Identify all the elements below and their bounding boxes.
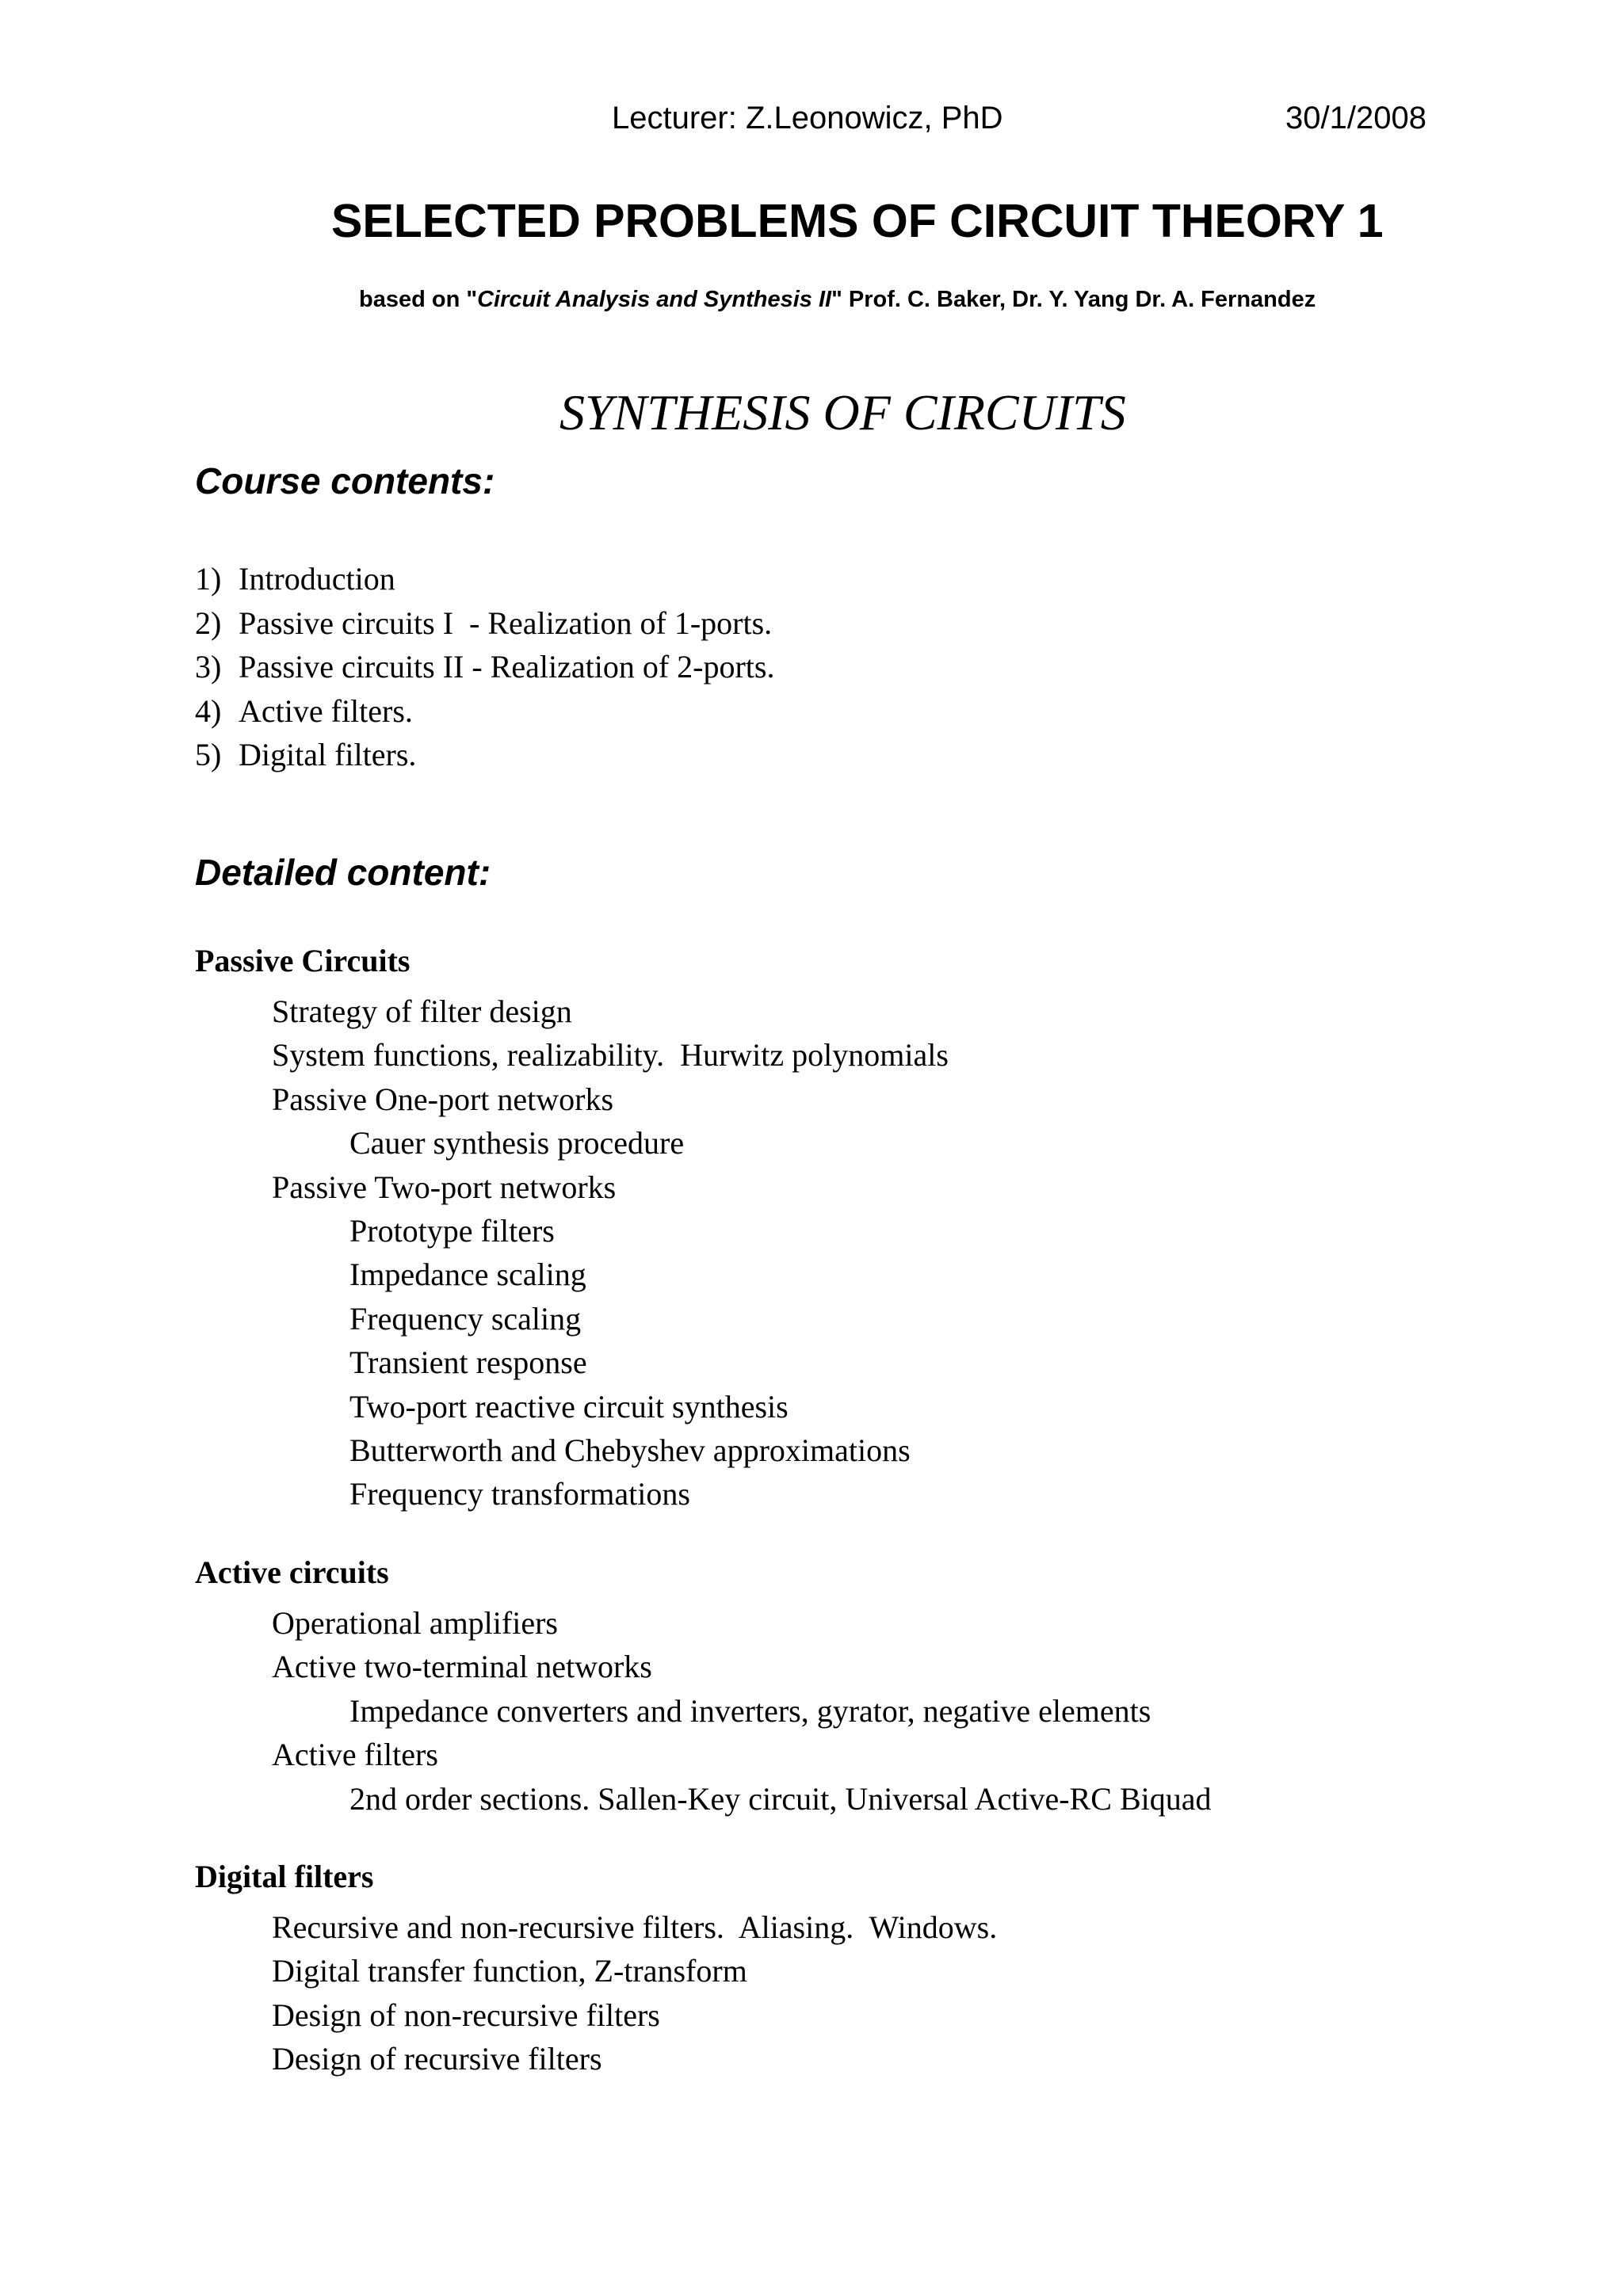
- item-text: Passive circuits II - Realization of 2-ports.: [239, 649, 775, 685]
- passive-circuits-title: Passive Circuits: [195, 943, 411, 978]
- list-item: [195, 733, 774, 777]
- digital-filters-section: [195, 1855, 997, 2081]
- item-number: 2): [195, 605, 222, 641]
- active-circuits-title: Active circuits: [195, 1554, 389, 1590]
- list-item: Frequency scaling: [349, 1300, 582, 1337]
- item-number: 3): [195, 649, 222, 685]
- list-item: Impedance converters and inverters, gyrator, negative elements: [349, 1692, 1151, 1729]
- item-text: Passive circuits I - Realization of 1-ports.: [239, 605, 773, 641]
- item-number: 5): [195, 737, 222, 773]
- book-title: Circuit Analysis and Synthesis II: [477, 287, 832, 312]
- course-contents-list: [195, 557, 774, 777]
- list-item: [195, 645, 774, 689]
- detailed-content-heading: Detailed content:: [195, 852, 491, 893]
- passive-circuits-section: [195, 939, 949, 1516]
- list-item: Two-port reactive circuit synthesis: [349, 1388, 789, 1425]
- list-item: Digital transfer function, Z-transform: [272, 1953, 747, 1989]
- subtitle: SYNTHESIS OF CIRCUITS: [559, 384, 1126, 441]
- list-item: [195, 689, 774, 734]
- item-text: Digital filters.: [239, 737, 417, 773]
- list-item: Impedance scaling: [349, 1257, 586, 1293]
- based-on-prefix: based on ": [359, 287, 478, 312]
- document-date: 30/1/2008: [1285, 101, 1426, 135]
- active-circuits-list: [195, 1601, 1212, 1821]
- list-item: Design of recursive filters: [272, 2041, 602, 2077]
- item-number: 1): [195, 561, 222, 597]
- list-item: Strategy of filter design: [272, 994, 572, 1029]
- list-item: Design of non-recursive filters: [272, 1997, 660, 2033]
- list-item: Cauer synthesis procedure: [349, 1125, 685, 1161]
- list-item: Transient response: [349, 1344, 587, 1381]
- active-circuits-section: [195, 1550, 1212, 1821]
- lecturer-line: Lecturer: Z.Leonowicz, PhD: [612, 101, 1003, 135]
- based-on-line: [359, 284, 1316, 315]
- list-item: Frequency transformations: [349, 1476, 690, 1512]
- item-text: Introduction: [239, 561, 395, 597]
- list-item: Butterworth and Chebyshev approximations: [349, 1432, 911, 1469]
- passive-circuits-list: [195, 990, 949, 1516]
- list-item: Passive Two-port networks: [272, 1169, 617, 1205]
- list-item: Active filters: [272, 1737, 438, 1773]
- list-item: [195, 557, 774, 601]
- list-item: Passive One-port networks: [272, 1081, 614, 1117]
- digital-filters-list: [195, 1905, 997, 2081]
- digital-filters-title: Digital filters: [195, 1859, 374, 1894]
- course-contents-heading: Course contents:: [195, 460, 495, 502]
- list-item: Active two-terminal networks: [272, 1649, 652, 1685]
- list-item: Operational amplifiers: [272, 1605, 558, 1641]
- list-item: System functions, realizability. Hurwitz polynomials: [272, 1037, 949, 1074]
- list-item: Recursive and non-recursive filters. Aliasing. Windows.: [272, 1909, 998, 1945]
- list-item: Prototype filters: [349, 1213, 555, 1249]
- page-title: SELECTED PROBLEMS OF CIRCUIT THEORY 1: [331, 195, 1384, 247]
- list-item: [195, 601, 774, 646]
- list-item: 2nd order sections. Sallen-Key circuit, Universal Active-RC Biquad: [349, 1780, 1212, 1817]
- based-on-authors: " Prof. C. Baker, Dr. Y. Yang Dr. A. Fernandez: [831, 287, 1316, 312]
- item-number: 4): [195, 692, 222, 729]
- item-text: Active filters.: [239, 692, 413, 729]
